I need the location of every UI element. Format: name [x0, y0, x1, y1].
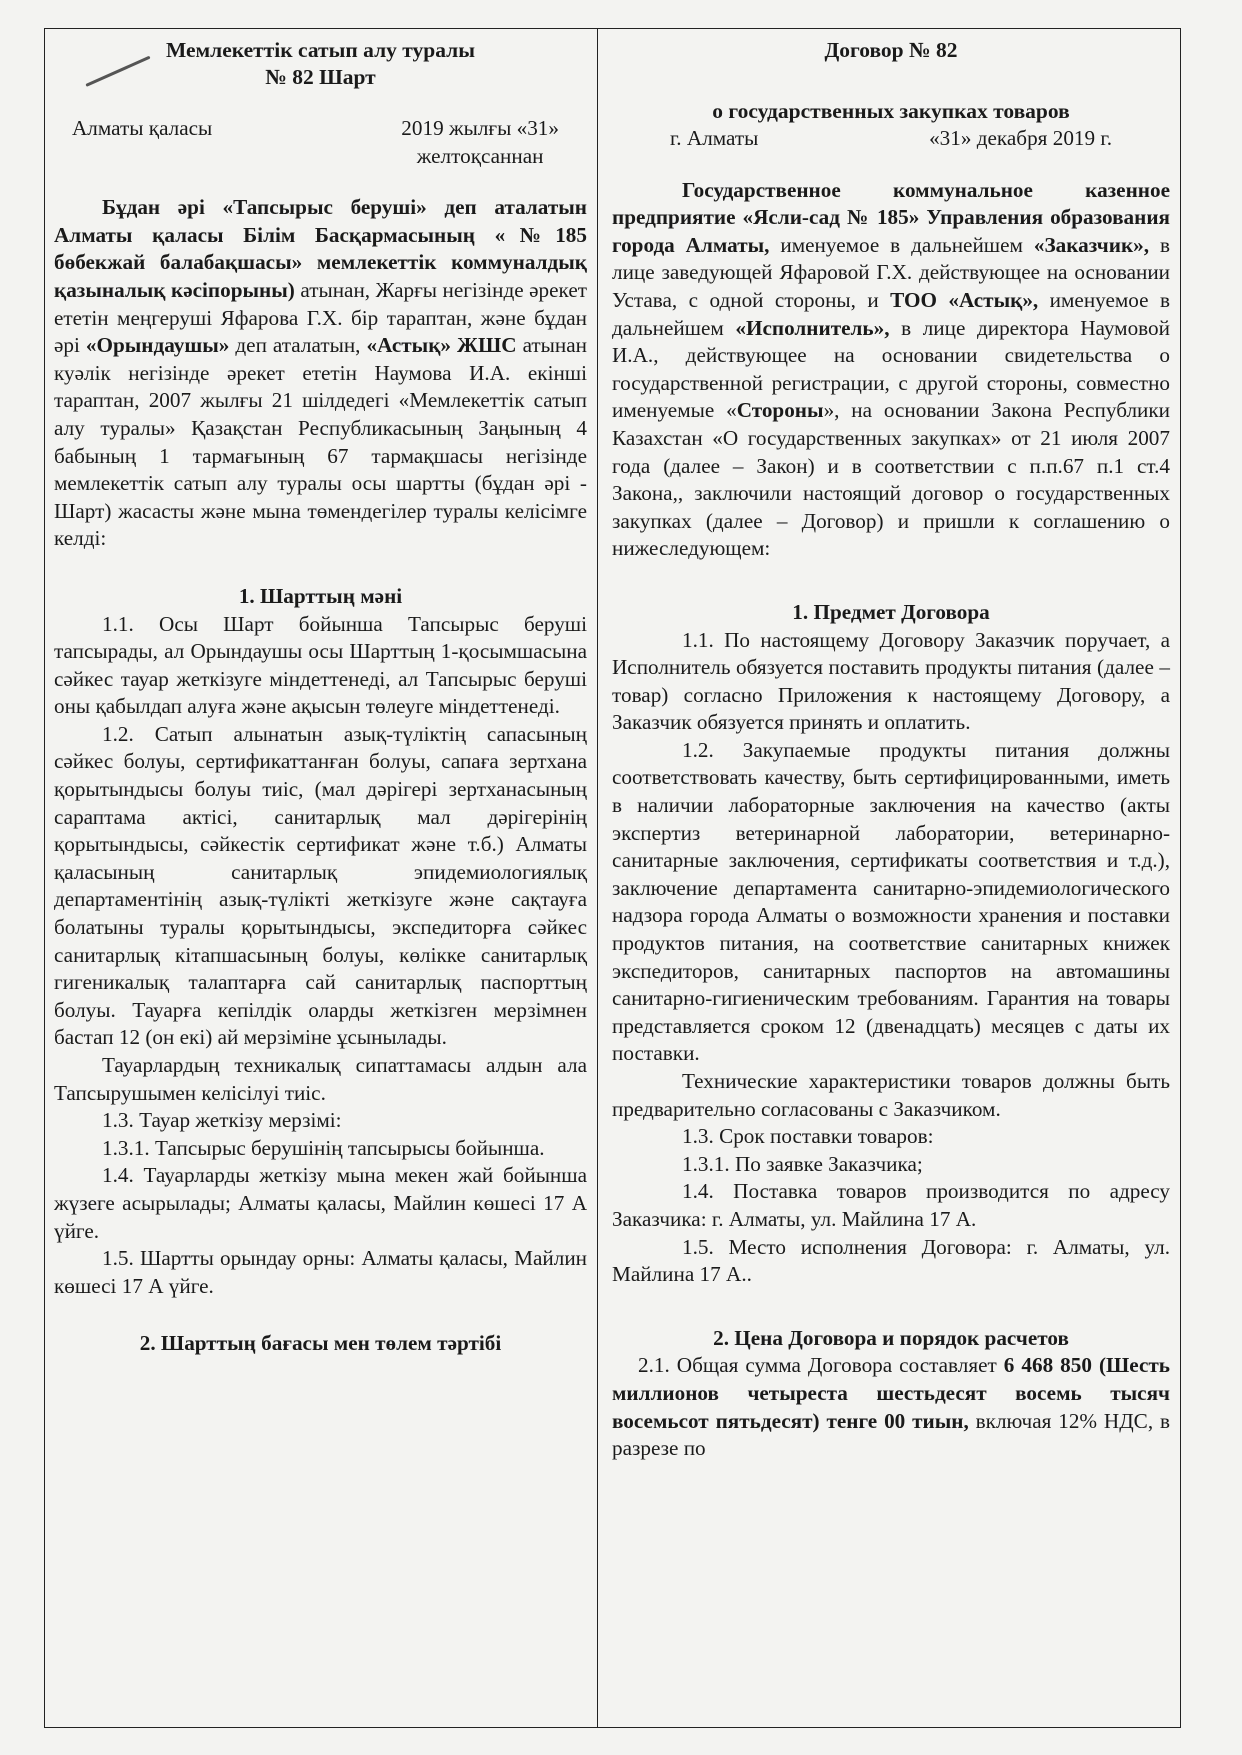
ru-clause-1-3: 1.3. Срок поставки товаров: [682, 1124, 934, 1149]
ru-clause-1-3-1: 1.3.1. По заявке Заказчика; [682, 1151, 923, 1176]
kz-title-line1: Мемлекеттік сатып алу туралы [165, 38, 476, 62]
ru-title: Договор № 82 [824, 38, 958, 62]
ru-clause-1-4: 1.4. Поставка товаров производится по адресу Заказчика: г. Алматы, ул. Майлина 17 А. [612, 1179, 1170, 1231]
kz-clause-1-2: 1.2. Сатып алынатын азық-түліктің сапасының сәйкес болуы, сертификаттанған болуы, сапаға зертхана қорытындысы болуы тиіс, (мал дәрігері зертханасының сараптама актісі, санитарлық мал дәрігерінің қорытындысы, сәйкестік сертификат және т.б.) Алматы қаласының санитарлық эпидемиологиялық департаментінің азық-түлікті жеткізуге және сақтауға болатыны туралы қорытындысы, экспедиторға сәйкес санитарлық кітапшасының болуы, көлікке санитарлық гигеникалық талаптарға сай санитарлық паспорттың болуы. Тауарға кепілдік оларды жеткізген мерзімнен бастап 12 (он екі) ай мерзіміне ұсынылады. [54, 721, 587, 1050]
kz-city: Алматы қаласы [72, 116, 213, 140]
ru-clause-1-5: 1.5. Место исполнения Договора: г. Алматы, ул. Майлина 17 А.. [612, 1234, 1170, 1287]
kz-date-line1: 2019 жылғы «31» [401, 116, 559, 140]
ru-intro-bold1: Государственное коммунальное казенное предприятие «Ясли-сад № 185» Управления образования города Алматы, [612, 177, 1170, 257]
ru-intro-text5: », на основании Закона Республики Казахстан «О государственных закупках» от 21 июля 2007 года (далее – Закон) и в соответствии с п.п.67 п.1 ст.4 Закона,, заключили настоящий договор о государственных закупках (далее – Договор) и пришли к соглашению о нижеследующем: [612, 398, 1170, 561]
kazakh-column [45, 29, 598, 1727]
ru-subtitle: о государственных закупках товаров [712, 99, 1070, 123]
ru-city: г. Алматы [670, 126, 759, 150]
kz-intro-text3: атынан куәлік негізінде әрекет ететін Наумова И.А. екінші тараптан, 2007 жылғы 21 шілдедегі «Мемлекеттік сатып алу туралы» Қазақстан Республикасының Заңының 4 бабының 1 тармағының 67 тармақшасы негізінде мемлекеттік сатып алу туралы осы шартты (бұдан әрі - Шарт) жасасты және мына төмендегілер туралы келісімге келді: [54, 333, 587, 551]
kz-date [401, 115, 587, 170]
kz-intro-bold3: «Астық» ЖШС [366, 333, 517, 358]
ru-clause-1-2: 1.2. Закупаемые продукты питания должны соответствовать качеству, быть сертифицированными, иметь в наличии лабораторные заключения на качество (акты экспертиз ветеринарной лаборатории, ветеринарно-санитарные заключения, сертификаты соответствия и т.д.), заключение департамента санитарно-эпидемиологического надзора города Алматы о возможности хранения и поставки продуктов питания, на соответствие санитарных книжек экспедиторов, санитарных паспортов на автомашины санитарно-гигиеническим требованиям. Гарантия на товары представляется сроком 12 (двенадцать) месяцев с даты их поставки. [612, 737, 1170, 1066]
kz-date-line2: желтоқсаннан [416, 143, 544, 168]
ru-intro-bold2: «Заказчик», [1033, 232, 1150, 257]
kz-intro-bold2: «Орындаушы» [85, 333, 230, 358]
kz-title [54, 37, 587, 91]
ru-section2-title: 2. Цена Договора и порядок расчетов [713, 1325, 1069, 1350]
kz-city-date-row [54, 115, 587, 170]
ru-intro-text4: в лице директора Наумовой И.А., действующее на основании свидетельства о государственной регистрации, с другой стороны, совместно именуемые « [612, 315, 1170, 423]
ru-intro-text2: в лице заведующей Яфаровой Г.Х. действующее на основании Устава, с одной стороны, и [612, 232, 1170, 312]
ru-intro-bold4: «Исполнитель», [735, 315, 890, 340]
ru-intro-bold3: ТОО «Астық», [890, 287, 1039, 312]
kz-clause-1-3: 1.3. Тауар жеткізу мерзімі: [102, 1108, 342, 1133]
ru-clause-1-2b: Технические характеристики товаров должны быть предварительно согласованы с Заказчиком. [612, 1069, 1170, 1121]
ru-intro-text3: именуемое в дальнейшем [612, 287, 1170, 340]
ru-intro-paragraph [612, 177, 1170, 563]
ru-city-date-row [612, 125, 1170, 153]
contract-table [44, 28, 1181, 1728]
kz-title-line2: № 82 Шарт [265, 65, 376, 89]
kz-section2-title: 2. Шарттың бағасы мен төлем тәртібі [139, 1331, 502, 1356]
kz-intro-text1: атынан, Жарғы негізінде әрекет ететін меңгеруші Яфарова Г.Х. бір тараптан, және бұдан әрі [54, 277, 587, 358]
ru-intro-text1: именуемое в дальнейшем [769, 232, 1034, 257]
ru-section1-title: 1. Предмет Договора [792, 599, 990, 624]
ru-clause-1-1: 1.1. По настоящему Договору Заказчик поручает, а Исполнитель обязуется поставить продукты питания (далее – товар) согласно Приложения к настоящему Договору, а Заказчик обязуется принять и оплатить. [612, 627, 1170, 735]
kz-intro-bold1: Бұдан әрі «Тапсырыс беруші» деп аталатын Алматы қаласы Білім Басқармасының «№185 бөбекжай балабақшасы» мемлекеттік коммуналдық қазыналық кәсіпорыны) [54, 195, 587, 302]
kz-intro-paragraph [54, 194, 587, 553]
kz-clause-1-3-1: 1.3.1. Тапсырыс берушінің тапсырысы бойынша. [102, 1135, 545, 1160]
ru-clause-2-1-amount: 6 468 850 (Шесть миллионов четыреста шестьдесят восемь тысяч восемьсот пятьдесят) тенге 00 тиын, [612, 1353, 1170, 1433]
kz-clause-1-5: 1.5. Шартты орындау орны: Алматы қаласы, Майлин көшесі 17 А үйге. [54, 1246, 587, 1298]
ru-intro-bold5: Стороны [736, 398, 824, 423]
kz-clause-1-1: 1.1. Осы Шарт бойынша Тапсырыс беруші тапсырады, ал Орындаушы осы Шарттың 1-қосымшасына сәйкес тауар жеткізуге міндеттенеді, ал Тапсырыс беруші оны қабылдап алуға және ақысын төлеуге міндеттенеді. [54, 611, 587, 719]
ru-clause-2-1-text: 2.1. Общая сумма Договора составляет [638, 1353, 1004, 1378]
kz-section1-title: 1. Шарттың мәні [238, 583, 403, 608]
kz-intro-text2: деп аталатын, [229, 333, 367, 358]
ru-date: «31» декабря 2019 г. [929, 126, 1112, 150]
ru-clause-2-1 [612, 1352, 1170, 1462]
kz-clause-1-2b: Тауарлардың техникалық сипаттамасы алдын ала Тапсырушымен келісілуі тиіс. [54, 1053, 587, 1105]
kz-clause-1-4: 1.4. Тауарларды жеткізу мына мекен жай бойынша жүзеге асырылады; Алматы қаласы, Майлин көшесі 17 А үйге. [54, 1163, 587, 1243]
russian-column [598, 29, 1180, 1727]
ru-clause-2-1-tail: включая 12% НДС, в разрезе по [612, 1408, 1170, 1461]
